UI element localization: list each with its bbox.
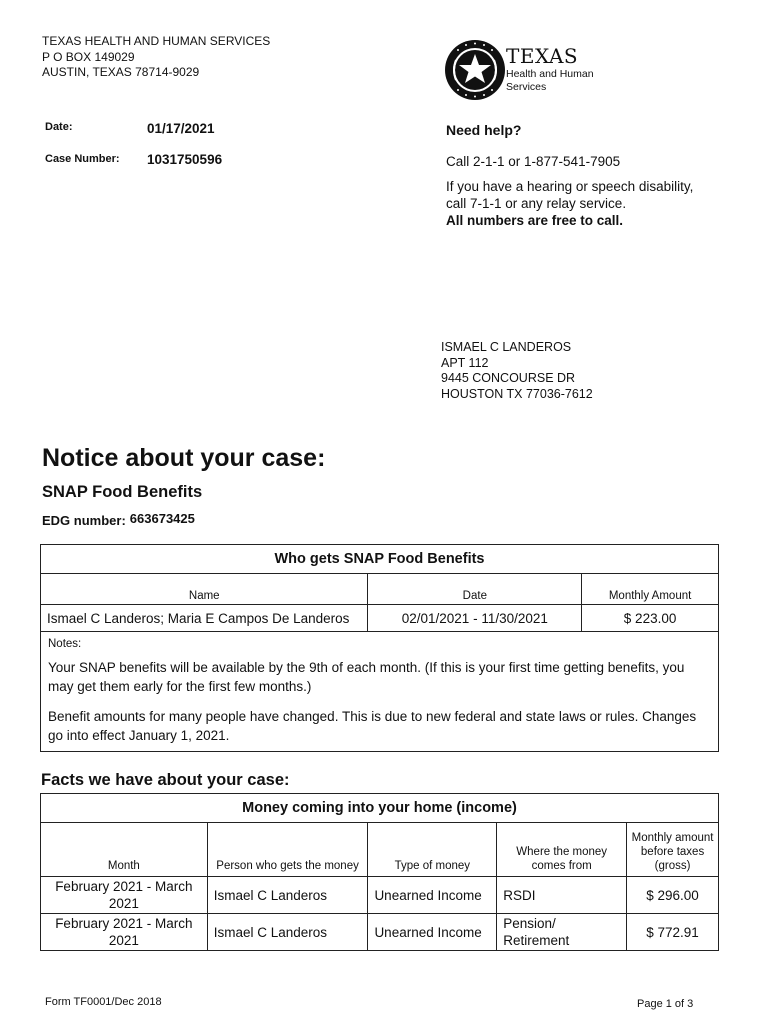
income-source-cell [497, 877, 627, 914]
source-line: Pension/ [503, 916, 556, 931]
source-line: RSDI [503, 887, 536, 903]
logo-subtitle-line: Services [506, 80, 547, 93]
help-phone: Call 2-1-1 or 1-877-541-7905 [446, 154, 621, 169]
case-number-label: Case Number: [45, 153, 120, 165]
income-type-cell: Unearned Income [368, 914, 497, 951]
help-free-note: All numbers are free to call. [446, 213, 624, 228]
column-header-month: Month [41, 823, 208, 877]
sender-line: P O BOX 149029 [42, 49, 135, 64]
date-value: 01/17/2021 [147, 121, 215, 136]
table-row [41, 605, 719, 632]
note-text: Your SNAP benefits will be available by the 9th of each month. (If this is your first time getting benefits, you may get them early for the first few months.) [48, 660, 685, 694]
income-amount-cell: $ 296.00 [627, 877, 719, 914]
header-line: (gross) [654, 860, 691, 872]
program-title: SNAP Food Benefits [42, 483, 203, 501]
income-month-cell [41, 914, 208, 951]
recipient-address [441, 340, 593, 402]
month-line: 2021 [108, 933, 139, 948]
table-row [41, 877, 719, 914]
column-header-person: Person who gets the money [207, 823, 368, 877]
column-header-type: Type of money [368, 823, 497, 877]
case-number-value: 1031750596 [147, 152, 223, 167]
edg-number [42, 512, 195, 530]
sender-line: TEXAS HEALTH AND HUMAN SERVICES [42, 34, 271, 48]
column-header-amount [627, 823, 719, 877]
income-amount-cell: $ 772.91 [627, 914, 719, 951]
help-disability-line: If you have a hearing or speech disability, [446, 179, 694, 194]
notes-label: Notes: [48, 638, 82, 650]
benefit-date-cell: 02/01/2021 - 11/30/2021 [368, 605, 582, 632]
column-header-date: Date [368, 574, 582, 605]
form-number: Form TF0001/Dec 2018 [45, 996, 162, 1008]
sender-line: AUSTIN, TEXAS 78714-9029 [42, 65, 200, 79]
recipient-apt: APT 112 [441, 355, 489, 370]
help-title: Need help? [446, 122, 522, 138]
header-line: comes from [531, 860, 592, 872]
income-type-cell: Unearned Income [368, 877, 497, 914]
benefit-amount-cell: $ 223.00 [582, 605, 719, 632]
month-line: February 2021 - March [55, 879, 193, 894]
note-text: Benefit amounts for many people have changed. This is due to new federal and state laws or rules. Changes go into effect January 1, 2021. [48, 709, 697, 743]
notice-title: Notice about your case: [42, 444, 326, 472]
column-header-source [497, 823, 627, 877]
benefits-table-caption: Who gets SNAP Food Benefits [41, 545, 719, 574]
benefits-table [40, 544, 719, 752]
benefit-name-cell: Ismael C Landeros; Maria E Campos De Landeros [41, 605, 368, 632]
month-line: 2021 [108, 896, 139, 911]
texas-hhs-logo [440, 36, 598, 104]
column-header-name: Name [41, 574, 368, 605]
income-month-cell [41, 877, 208, 914]
logo-wordmark: TEXAS [506, 44, 579, 68]
recipient-name: ISMAEL C LANDEROS [441, 340, 572, 354]
date-label: Date: [45, 121, 73, 133]
month-line: February 2021 - March [55, 916, 193, 931]
table-row [41, 914, 719, 951]
income-person-cell: Ismael C Landeros [207, 877, 368, 914]
recipient-city: HOUSTON TX 77036-7612 [441, 386, 593, 401]
help-disability-line: call 7-1-1 or any relay service. [446, 196, 627, 211]
income-person-cell: Ismael C Landeros [207, 914, 368, 951]
facts-title: Facts we have about your case: [41, 771, 290, 789]
source-line: Retirement [503, 933, 570, 948]
header-line: before taxes [640, 846, 705, 858]
header-line: Monthly amount [631, 832, 714, 844]
income-source-cell [497, 914, 627, 951]
recipient-street: 9445 CONCOURSE DR [441, 371, 576, 385]
header-line: Where the money [516, 846, 608, 858]
income-table [40, 793, 719, 951]
page-number: Page 1 of 3 [637, 998, 694, 1010]
texas-seal-icon [444, 39, 506, 101]
sender-address [42, 34, 270, 81]
edg-label: EDG number: [42, 513, 126, 528]
edg-value: 663673425 [129, 511, 195, 526]
notes-cell [41, 632, 719, 752]
income-table-caption: Money coming into your home (income) [41, 794, 719, 823]
logo-subtitle [506, 68, 594, 93]
column-header-monthly-amount: Monthly Amount [582, 574, 719, 605]
help-box [446, 122, 746, 229]
logo-subtitle-line: Health and Human [506, 68, 594, 80]
